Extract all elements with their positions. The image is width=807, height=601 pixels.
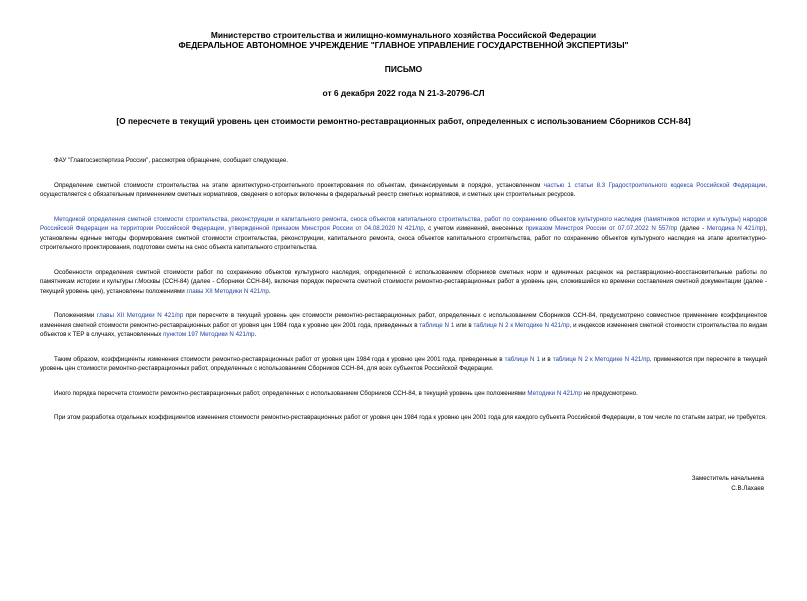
- paragraph-text: и в: [539, 355, 553, 363]
- ministry-heading: Министерство строительства и жилищно-коммунального хозяйства Российской Федерации: [210, 30, 597, 40]
- signature-block: [692, 474, 764, 494]
- signatory-name: С.В.Лахаев: [731, 485, 764, 492]
- paragraph-text: , и индексов изменения сметной стоимости строительства по видам объектов к ТЕР в случаях, установленных: [40, 321, 767, 338]
- link-table-2[interactable]: таблице N 2 к Методике N 421/пр: [552, 355, 650, 363]
- link-grad-code-article[interactable]: частью 1 статьи 8.3 Градостроительного кодекса Российской Федерации: [543, 181, 766, 189]
- link-chapter-xii[interactable]: главы XII Методики N 421/пр: [97, 312, 184, 319]
- document-title: [О пересчете в текущий уровень цен стоимости ремонтно-реставрационных работ, определенных с использованием Сборников ССН-84]: [116, 116, 691, 126]
- link-methodika-421[interactable]: Методики N 421/пр: [527, 389, 582, 397]
- paragraph-text: или в: [454, 321, 474, 329]
- link-methodika-421[interactable]: Методика N 421/пр: [706, 225, 764, 232]
- paragraph-text: ), установлены единые методы формирования сметной стоимости строительства, реконструкции, капитального ремонта, сноса объектов капитального строительства, работ по сохранению объектов культурного наследия на этапе архитектурно-строительного проектирования, подготовки сметы на снос объекта капитального строительства.: [40, 225, 768, 251]
- paragraph-text: Особенности определения сметной стоимости работ по сохранению объектов культурного наследия, определенной с использованием сборников сметных норм и единичных расценок на реставрационно-восстановительные работы по памятникам истории и культуры г.Москвы (ССН-84) (далее - Сборники ССН-84), включая порядок пересчета сметной стоимости ремонтно-реставрационных работ в уровень цен, сложившийся ко времени составления сметной документации (далее - текущий уровень цен), установлены положениями: [40, 268, 767, 295]
- letter-body: [40, 156, 767, 423]
- link-table-1[interactable]: таблице N 1: [419, 321, 455, 329]
- paragraph-2: [40, 181, 767, 200]
- institution-heading: ФЕДЕРАЛЬНОЕ АВТОНОМНОЕ УЧРЕЖДЕНИЕ "ГЛАВНОЕ УПРАВЛЕНИЕ ГОСУДАРСТВЕННОЙ ЭКСПЕРТИЗЫ": [178, 40, 629, 50]
- paragraph-4: [40, 268, 767, 297]
- document-date-number: от 6 декабря 2022 года N 21-3-20796-СЛ: [322, 88, 485, 98]
- paragraph-text: Определение сметной стоимости строительства на этапе архитектурно-строительного проектирования по объектам, финансируемым в порядке, установленном: [54, 181, 544, 189]
- paragraph-text: Иного порядка пересчета стоимости ремонтно-реставрационных работ, определенных с использованием Сборников ССН-84, в текущий уровень цен положениями: [54, 389, 528, 397]
- paragraph-text: не предусмотрено.: [581, 389, 638, 397]
- document-page: [0, 30, 807, 601]
- paragraph-7: [40, 389, 767, 399]
- document-type: ПИСЬМО: [384, 64, 423, 74]
- paragraph-text: (далее -: [677, 225, 707, 232]
- paragraph-text: При этом разработка отдельных коэффициентов изменения стоимости ремонтно-реставрационных работ от уровня цен 1984 года к уровню цен 2001 года для каждого субъекта Российской Федерации, в том числе по статьям затрат, не требуется.: [54, 414, 767, 421]
- signatory-position: Заместитель начальника: [691, 475, 764, 482]
- paragraph-text: , применяются при пересчете в текущий уровень цен стоимости ремонтно-реставрационных работ, определенных с использованием Сборников ССН-84, для всех субъектов Российской Федерации.: [40, 355, 767, 372]
- paragraph-text: .: [268, 287, 271, 295]
- paragraph-1: [40, 156, 767, 166]
- paragraph-text: , осуществляется с обязательным применением сметных нормативов, сведения о которых включены в федеральный реестр сметных нормативов, и сметных цен строительных ресурсов.: [40, 181, 767, 198]
- paragraph-6: [40, 355, 767, 374]
- paragraph-text: Положениями: [54, 312, 97, 319]
- link-methodology-421[interactable]: Методикой определения сметной стоимости строительства, реконструкции и капитального ремонта, сноса объектов капитального строительства, работ по сохранению объектов культурного наследия (памятников истории и культуры) народов Российской Федерации на территории Российской Федерации, утвержденной приказом Минстроя России от 04.08.2020 N 421/пр: [40, 215, 767, 232]
- paragraph-8: [40, 413, 767, 423]
- link-order-557[interactable]: приказом Минстроя России от 07.07.2022 N 557/пр: [525, 225, 678, 232]
- link-chapter-xii[interactable]: главы XII Методики N 421/пр: [186, 287, 269, 295]
- paragraph-text: , с учетом изменений, внесенных: [423, 225, 526, 232]
- paragraph-text: ФАУ "Главгосэкспертиза России", рассмотрев обращение, сообщает следующее.: [54, 157, 289, 164]
- paragraph-text: .: [254, 331, 257, 338]
- paragraph-text: при пересчете в текущий уровень цен стоимости ремонтно-реставрационных работ, определенных с использованием Сборников ССН-84, предусмотрено совместное применение коэффициентов изменения сметной стоимости ремонтно-реставрационных работ от уровня цен 1984 года к уровню цен 2001 года, приведенных в: [40, 312, 767, 329]
- link-clause-197[interactable]: пунктом 197 Методики N 421/пр: [163, 331, 255, 338]
- paragraph-text: Таким образом, коэффициенты изменения стоимости ремонтно-реставрационных работ от уровня цен 1984 года к уровню цен 2001 года, приведенные в: [54, 355, 505, 363]
- link-table-2[interactable]: таблице N 2 к Методике N 421/пр: [473, 321, 570, 329]
- paragraph-5: [40, 311, 767, 340]
- link-table-1[interactable]: таблице N 1: [504, 355, 540, 363]
- paragraph-3: [40, 215, 767, 253]
